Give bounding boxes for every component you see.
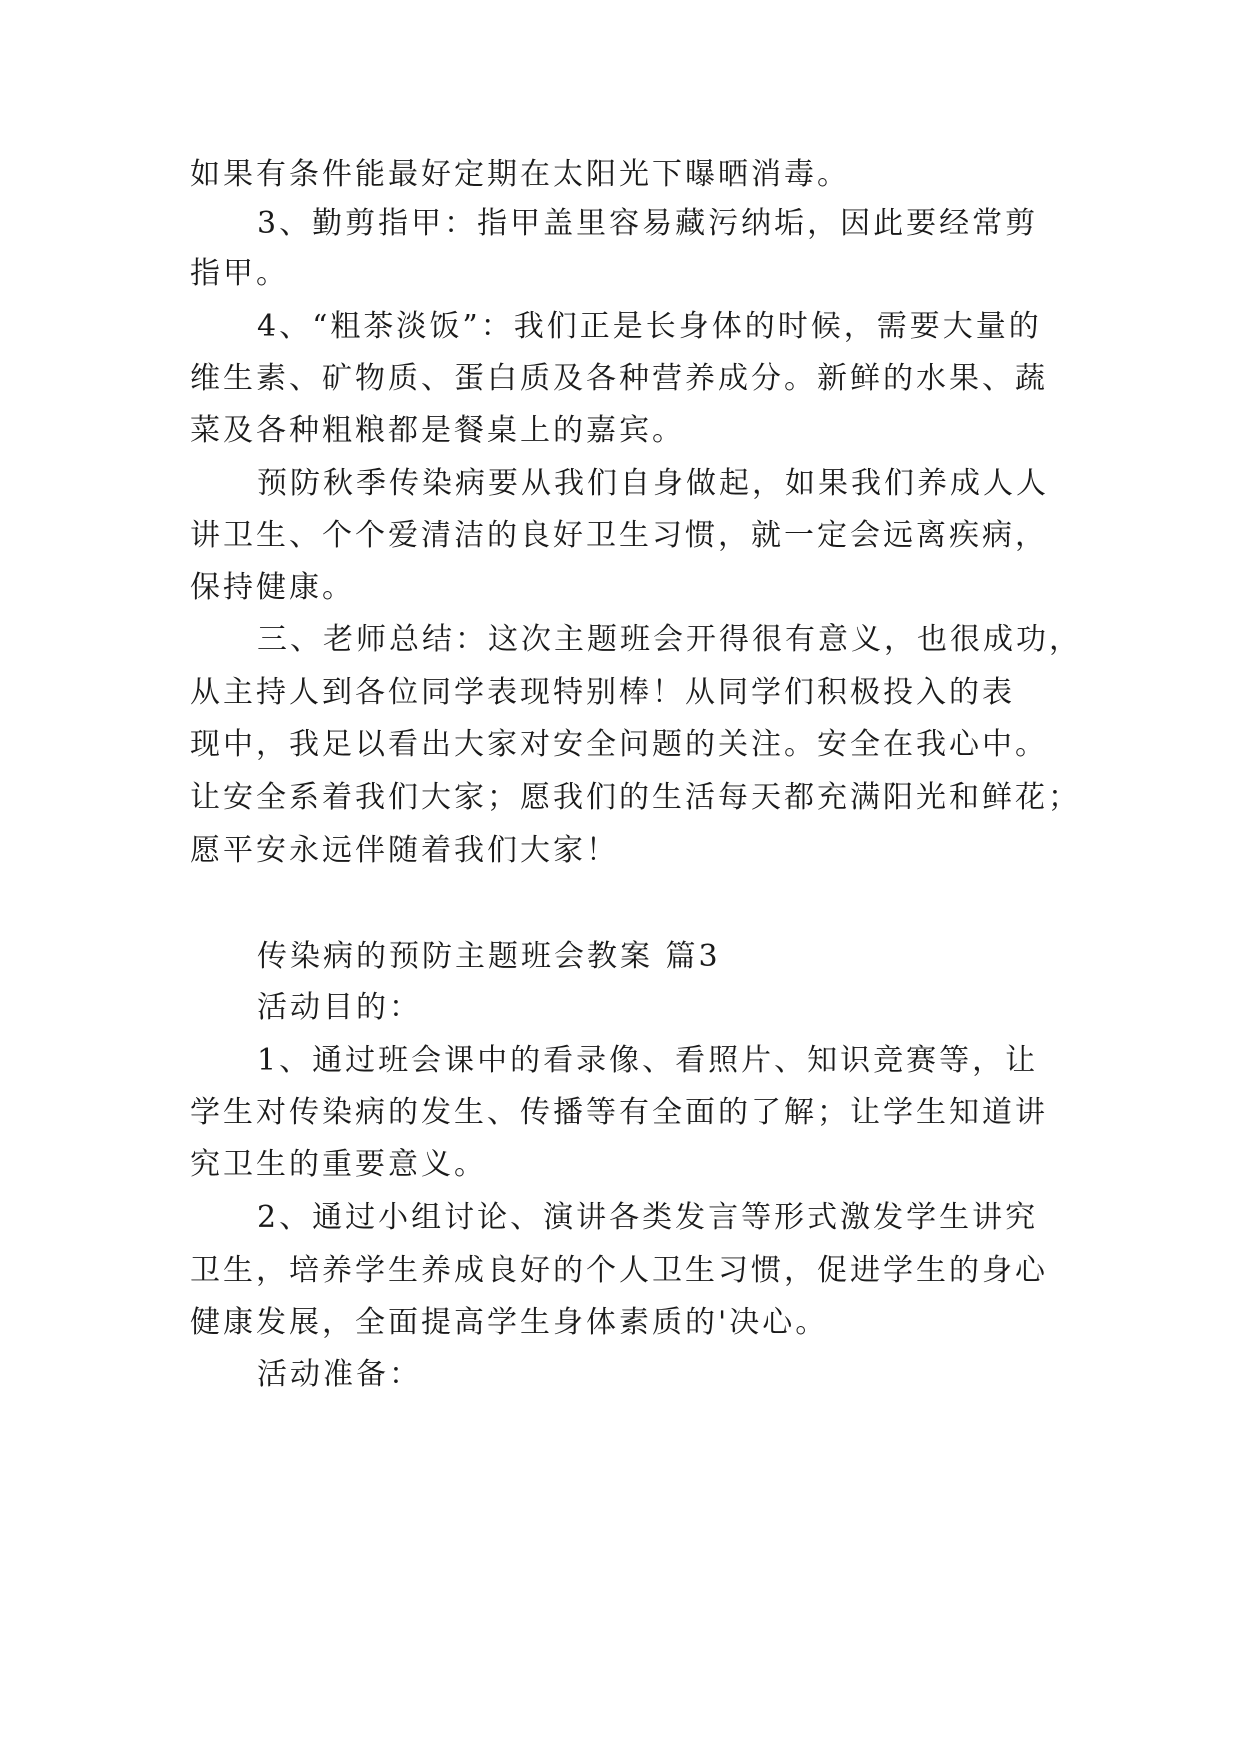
text-line-20: 2、通过小组讨论、演讲各类发言等形式激发学生讲究	[257, 1200, 1039, 1235]
text-line-12: 现中，我足以看出大家对安全问题的关注。安全在我心中。	[190, 727, 1048, 762]
text-line-3: 指甲。	[190, 256, 289, 291]
text-line-22: 健康发展，全面提高学生身体素质的'决心。	[190, 1305, 829, 1340]
text-line-6: 菜及各种粗粮都是餐桌上的嘉宾。	[190, 413, 685, 448]
text-line-10: 三、老师总结：这次主题班会开得很有意义，也很成功，	[257, 622, 1082, 657]
text-line-7: 预防秋季传染病要从我们自身做起，如果我们养成人人	[257, 466, 1049, 501]
text-line-21: 卫生，培养学生养成良好的个人卫生习惯，促进学生的身心	[190, 1253, 1048, 1288]
text-line-8: 讲卫生、个个爱清洁的良好卫生习惯，就一定会远离疾病，	[190, 518, 1048, 553]
text-line-19: 究卫生的重要意义。	[190, 1147, 487, 1182]
text-line-13: 让安全系着我们大家；愿我们的生活每天都充满阳光和鲜花；	[190, 780, 1081, 815]
text-line-4: 4、“粗茶淡饭”：我们正是长身体的时候，需要大量的	[257, 309, 1042, 344]
text-line-23: 活动准备：	[257, 1357, 422, 1392]
section-heading: 传染病的预防主题班会教案 篇3	[257, 939, 721, 974]
text-line-14: 愿平安永远伴随着我们大家！	[190, 833, 619, 868]
text-line-18: 学生对传染病的发生、传播等有全面的了解；让学生知道讲	[190, 1095, 1048, 1130]
text-line-11: 从主持人到各位同学表现特别棒！从同学们积极投入的表	[190, 675, 1015, 710]
text-line-9: 保持健康。	[190, 570, 355, 605]
text-line-2: 3、勤剪指甲：指甲盖里容易藏污纳垢，因此要经常剪	[257, 206, 1039, 241]
text-line-5: 维生素、矿物质、蛋白质及各种营养成分。新鲜的水果、蔬	[190, 361, 1048, 396]
text-line-17: 1、通过班会课中的看录像、看照片、知识竞赛等，让	[257, 1043, 1039, 1078]
text-line-1: 如果有条件能最好定期在太阳光下曝晒消毒。	[190, 157, 850, 192]
text-line-16: 活动目的：	[257, 990, 422, 1025]
